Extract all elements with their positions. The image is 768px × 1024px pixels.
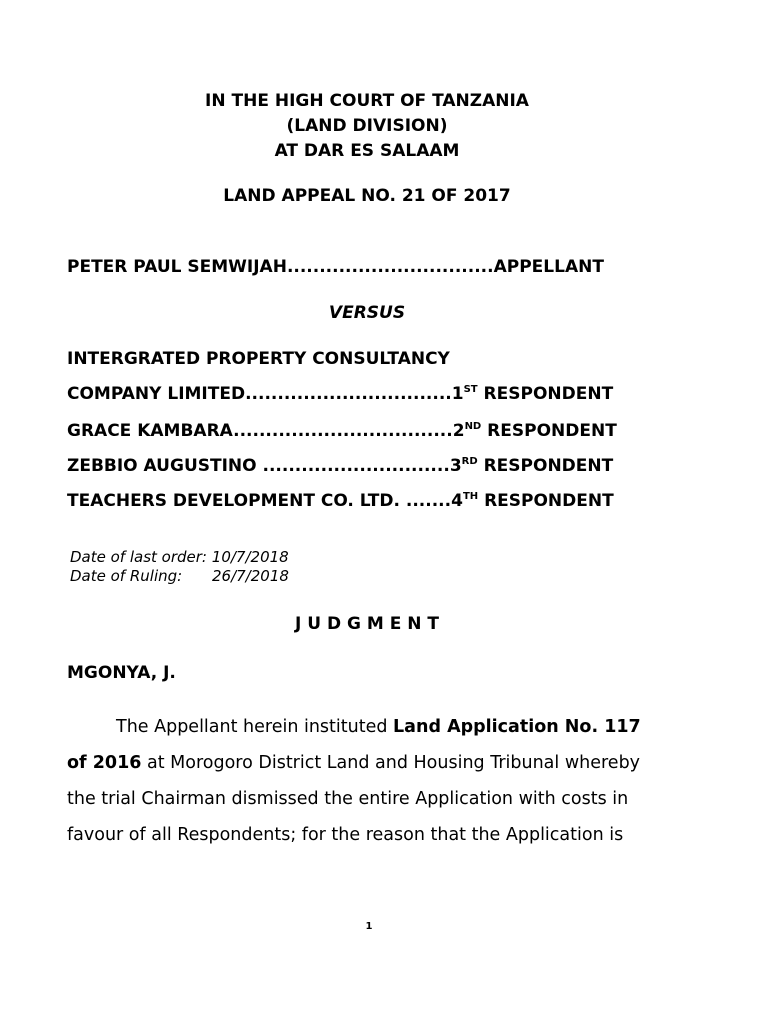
respondent-3-line xyxy=(67,456,613,476)
body-line-4: favour of all Respondents; for the reason that the Application is xyxy=(67,825,624,845)
versus-label: VERSUS xyxy=(328,303,406,323)
respondent-2-line xyxy=(67,421,617,441)
appellant-line xyxy=(67,257,604,277)
respondent-name: TEACHERS DEVELOPMENT CO. LTD. xyxy=(67,491,406,511)
respondent-1-name-line1: INTERGRATED PROPERTY CONSULTANCY xyxy=(67,349,450,369)
date-last-order xyxy=(70,548,289,566)
page-number: 1 xyxy=(365,921,373,932)
respondent-name: COMPANY LIMITED xyxy=(67,384,246,404)
date-ruling xyxy=(70,567,289,585)
date-ruling-value: 26/7/2018 xyxy=(212,567,289,585)
respondent-name: GRACE KAMBARA xyxy=(67,421,234,441)
appellant-role: APPELLANT xyxy=(493,257,604,277)
respondent-1-line xyxy=(67,384,613,404)
judge-name: MGONYA, J. xyxy=(67,663,176,683)
body-line-1-text: The Appellant herein instituted xyxy=(116,717,394,737)
respondent-number: 2 xyxy=(452,421,465,441)
court-division: (LAND DIVISION) xyxy=(286,116,448,136)
appellant-name: PETER PAUL SEMWIJAH xyxy=(67,257,287,277)
appellant-dots: ................................ xyxy=(286,257,494,277)
respondent-dots: ............................. xyxy=(262,456,450,476)
respondent-role: RESPONDENT xyxy=(483,384,614,404)
body-line-2 xyxy=(67,753,640,773)
respondent-number: 1 xyxy=(451,384,464,404)
case-title: LAND APPEAL NO. 21 OF 2017 xyxy=(223,186,511,206)
respondent-number: 4 xyxy=(451,491,463,511)
judgment-heading: J U D G M E N T xyxy=(295,614,439,634)
respondent-role: RESPONDENT xyxy=(483,456,614,476)
respondent-role: RESPONDENT xyxy=(484,491,614,511)
respondent-ordinal: ST xyxy=(463,384,478,395)
respondent-role: RESPONDENT xyxy=(487,421,617,441)
body-line-1-bold: Land Application No. 117 xyxy=(393,717,641,737)
respondent-number: 3 xyxy=(449,456,462,476)
body-line-3: the trial Chairman dismissed the entire Application with costs in xyxy=(67,789,629,809)
respondent-name: ZEBBIO AUGUSTINO xyxy=(67,456,263,476)
body-line-1 xyxy=(116,717,641,737)
respondent-4-line xyxy=(67,491,614,511)
respondent-ordinal: TH xyxy=(462,491,479,502)
body-line-2-text: at Morogoro District Land and Housing Tribunal whereby xyxy=(141,753,641,773)
respondent-ordinal: RD xyxy=(461,456,478,467)
date-ruling-label: Date of Ruling: xyxy=(70,567,183,585)
date-last-order-value: 10/7/2018 xyxy=(211,548,289,566)
respondent-dots: ....... xyxy=(405,491,452,511)
court-name: IN THE HIGH COURT OF TANZANIA xyxy=(205,91,529,111)
respondent-dots: ................................ xyxy=(245,384,452,404)
respondent-dots: .................................. xyxy=(233,421,453,441)
respondent-ordinal: ND xyxy=(464,421,482,432)
date-last-order-label: Date of last order: xyxy=(70,548,207,566)
court-location: AT DAR ES SALAAM xyxy=(274,141,460,161)
body-line-2-bold: of 2016 xyxy=(67,753,142,773)
